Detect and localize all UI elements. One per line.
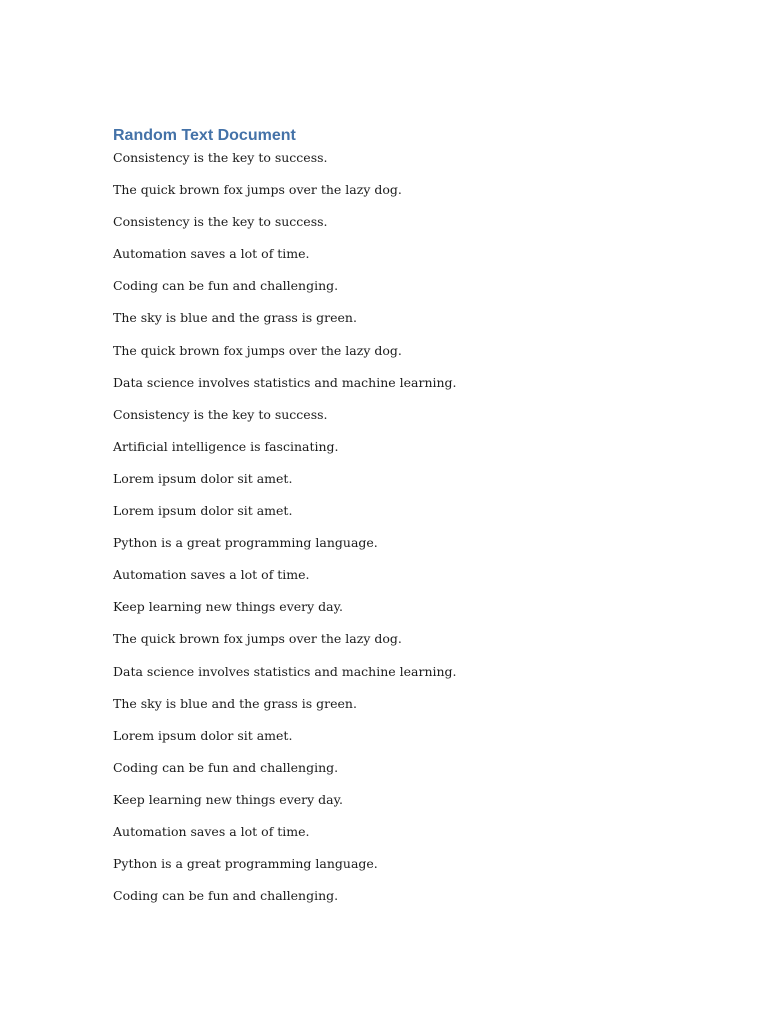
paragraph: The quick brown fox jumps over the lazy dog. (113, 342, 402, 358)
paragraph: Lorem ipsum dolor sit amet. (113, 727, 293, 743)
document-title: Random Text Document (113, 127, 296, 144)
paragraph-list (113, 148, 673, 906)
paragraph: Lorem ipsum dolor sit amet. (113, 503, 293, 519)
paragraph: Lorem ipsum dolor sit amet. (113, 470, 293, 486)
document-body (113, 124, 673, 918)
paragraph: Keep learning new things every day. (113, 599, 343, 615)
paragraph: Python is a great programming language. (113, 535, 378, 551)
paragraph: The quick brown fox jumps over the lazy dog. (113, 182, 402, 198)
paragraph: Data science involves statistics and machine learning. (113, 374, 457, 390)
paragraph: Keep learning new things every day. (113, 791, 343, 807)
paragraph: Coding can be fun and challenging. (113, 888, 339, 904)
paragraph: Automation saves a lot of time. (113, 823, 310, 839)
paragraph: Automation saves a lot of time. (113, 246, 310, 262)
paragraph: The quick brown fox jumps over the lazy dog. (113, 631, 402, 647)
paragraph: Consistency is the key to success. (113, 150, 328, 165)
paragraph: Automation saves a lot of time. (113, 567, 310, 583)
paragraph: The sky is blue and the grass is green. (113, 695, 357, 711)
paragraph: Artificial intelligence is fascinating. (113, 438, 339, 454)
paragraph: Coding can be fun and challenging. (113, 759, 339, 775)
paragraph: Coding can be fun and challenging. (113, 278, 339, 294)
paragraph: Consistency is the key to success. (113, 406, 328, 422)
paragraph: Python is a great programming language. (113, 856, 378, 872)
paragraph: Consistency is the key to success. (113, 214, 328, 230)
paragraph: The sky is blue and the grass is green. (113, 310, 357, 326)
paragraph: Data science involves statistics and machine learning. (113, 663, 457, 679)
